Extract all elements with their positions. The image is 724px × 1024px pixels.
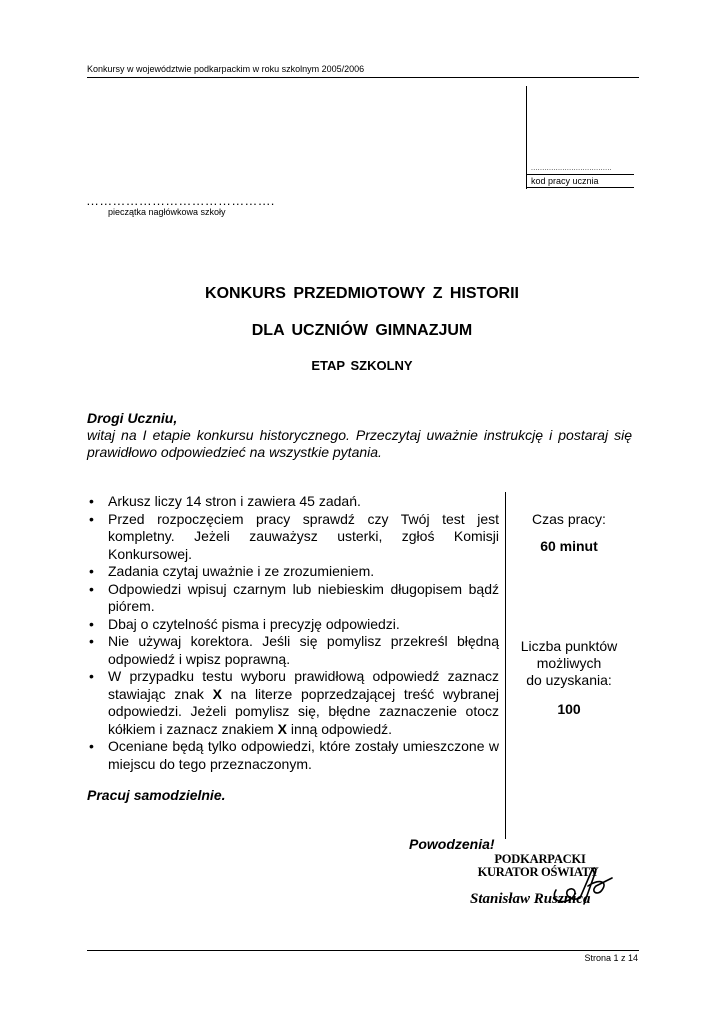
greeting: Drogi Uczniu, xyxy=(87,410,178,426)
school-stamp-dots: ……………………………………. xyxy=(86,193,275,208)
instruction-item: • Odpowiedzi wpisuj czarnym lub niebieskim długopisem bądź piórem. xyxy=(87,581,499,616)
instruction-item: • Przed rozpoczęciem pracy sprawdź czy Twój test jest kompletny. Jeżeli zauważysz usterki, zgłoś Komisji Konkursowej. xyxy=(87,511,499,564)
instruction-item: • Oceniane będą tylko odpowiedzi, które zostały umieszczone w miejscu do tego przeznaczonym. xyxy=(87,738,499,773)
header-divider xyxy=(87,77,639,78)
instruction-text: na literze poprzedzającej treść wybranej odpowiedzi. Jeżeli pomylisz się, błędne zaznaczenie otocz kółkiem i zaznacz znakiem xyxy=(108,685,499,737)
side-panel-divider xyxy=(505,492,506,839)
instruction-item: • Dbaj o czytelność pisma i precyzję odpowiedzi. xyxy=(87,616,499,634)
instruction-item: • Nie używaj korektora. Jeśli się pomylisz przekreśl błędną odpowiedź i wpisz poprawną. xyxy=(87,633,499,668)
points-label-line: do uzyskania: xyxy=(526,672,612,688)
instruction-text: W przypadku testu wyboru prawidłową odpowiedź zaznacz stawiając znak xyxy=(108,668,499,702)
instruction-item xyxy=(87,668,499,738)
code-box-label: kod pracy ucznia xyxy=(531,176,599,186)
time-label: Czas pracy: xyxy=(532,511,606,527)
document-subtitle: DLA UCZNIÓW GIMNAZJUM xyxy=(251,322,473,339)
instruction-text: inną odpowiedź. xyxy=(286,720,393,737)
points-label-line: Liczba punktów xyxy=(520,638,618,654)
instruction-item: • Zadania czytaj uważnie i ze zrozumieniem. xyxy=(87,563,499,581)
points-value: 100 xyxy=(557,701,581,717)
instructions-list xyxy=(87,493,499,773)
page-number: Strona 1 z 14 xyxy=(584,953,638,963)
kurator-title-line1: PODKARPACKI xyxy=(494,852,586,866)
code-box-bottom-line xyxy=(526,187,634,188)
work-alone-note: Pracuj samodzielnie. xyxy=(87,787,226,803)
kurator-title-line2: KURATOR OŚWIATY xyxy=(477,865,599,879)
intro-text: witaj na I etapie konkursu historycznego. Przeczytaj uważnie instrukcję i postaraj się prawidłowo odpowiedzieć na wszystkie pytania. xyxy=(87,427,632,460)
footer-divider xyxy=(87,950,639,951)
page-header-text: Konkursy w województwie podkarpackim w roku szkolnym 2005/2006 xyxy=(87,64,365,74)
good-luck-note: Powodzenia! xyxy=(409,836,495,852)
document-stage: ETAP SZKOLNY xyxy=(311,358,413,373)
document-title: KONKURS PRZEDMIOTOWY Z HISTORII xyxy=(205,285,519,302)
instruction-item: • Arkusz liczy 14 stron i zawiera 45 zadań. xyxy=(87,493,499,511)
x-mark-text: X xyxy=(277,720,287,737)
points-label xyxy=(509,638,629,689)
school-stamp-label: pieczątka nagłówkowa szkoły xyxy=(108,207,226,217)
x-mark-text: X xyxy=(212,685,222,702)
time-value: 60 minut xyxy=(540,538,598,554)
code-box-dots: .................................... xyxy=(531,165,612,172)
points-label-line: możliwych xyxy=(536,655,602,671)
code-box-top-line xyxy=(526,174,634,175)
kurator-name: Stanisław Rusznica xyxy=(470,891,591,907)
